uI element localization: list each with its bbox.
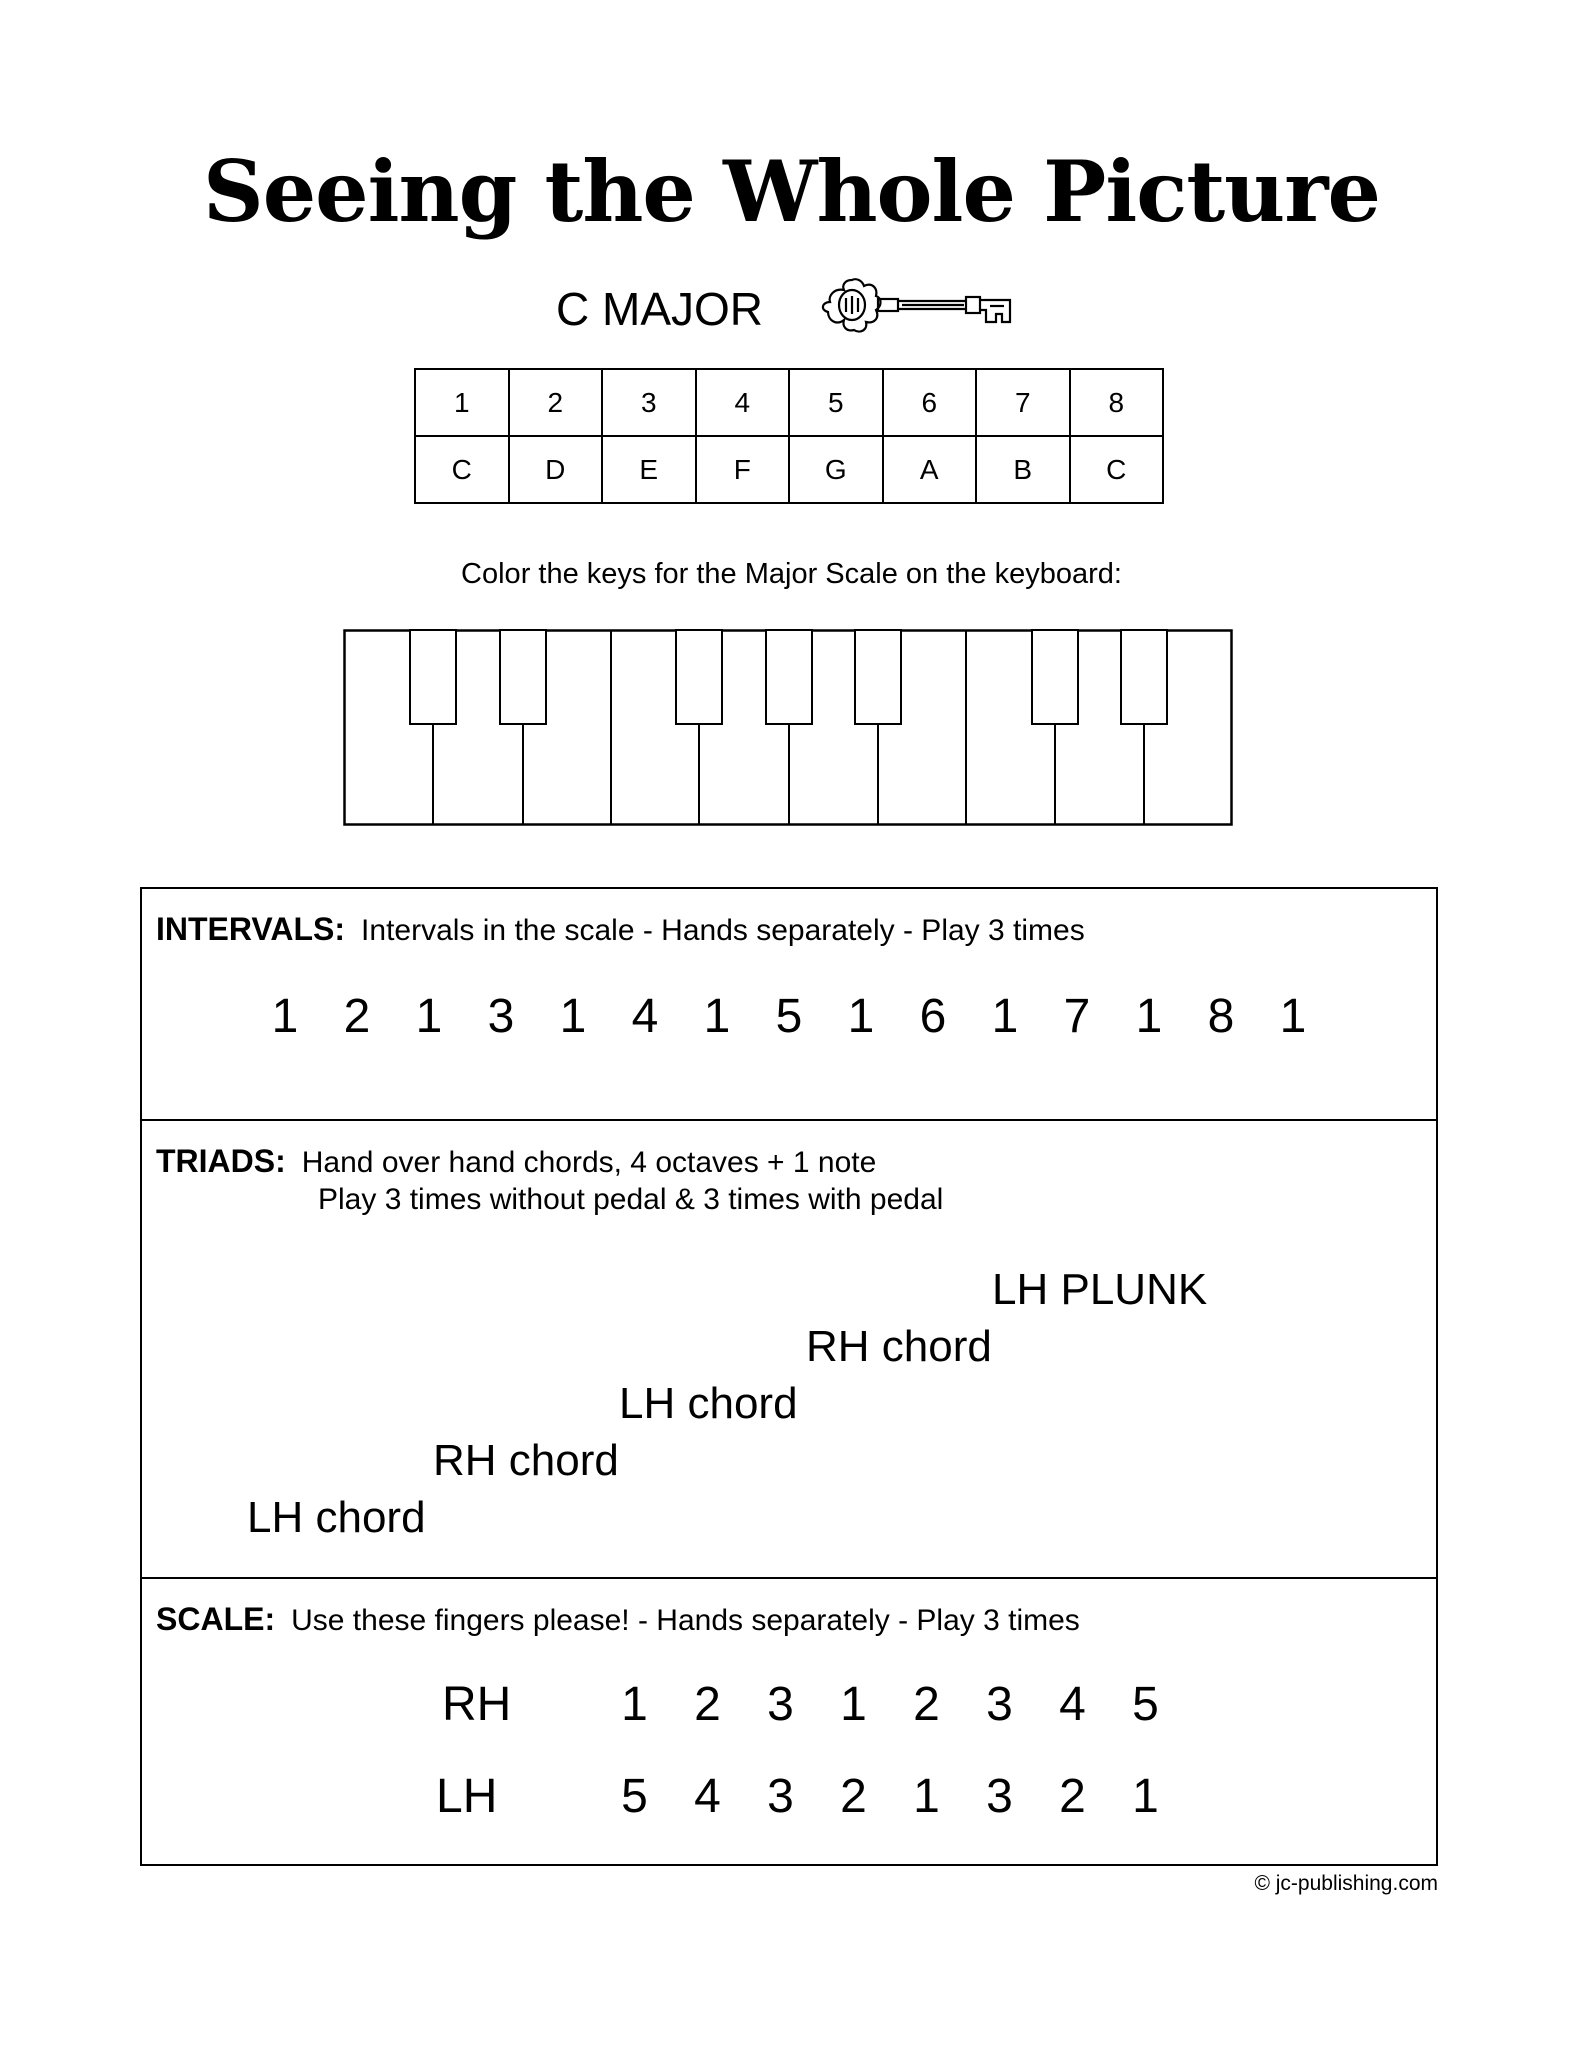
- finger-number: 1: [1132, 1770, 1159, 1823]
- note-cell: B: [976, 436, 1070, 503]
- degree-cell: 4: [696, 369, 790, 436]
- copyright-footer: © jc-publishing.com: [1254, 1872, 1438, 1895]
- interval-number: 4: [631, 990, 659, 1043]
- triads-line1: Hand over hand chords, 4 octaves + 1 note: [301, 1146, 877, 1179]
- interval-number: 7: [1063, 990, 1091, 1043]
- finger-number: 4: [694, 1770, 721, 1823]
- skeleton-key-icon: [816, 270, 1016, 340]
- scale-degree-table: [414, 368, 1164, 504]
- rh-label: RH: [442, 1678, 512, 1731]
- interval-number: 1: [991, 990, 1019, 1043]
- finger-number: 3: [986, 1678, 1013, 1731]
- interval-number: 1: [559, 990, 587, 1043]
- keyboard-instruction: Color the keys for the Major Scale on the keyboard:: [461, 558, 1122, 590]
- note-cell: D: [509, 436, 603, 503]
- rh-fingers: [598, 1677, 1182, 1732]
- lh-label: LH: [436, 1770, 498, 1823]
- lh-fingers: [598, 1769, 1182, 1824]
- note-cell: E: [602, 436, 696, 503]
- page-title: Seeing the Whole Picture: [203, 142, 1380, 241]
- interval-number: 1: [1135, 990, 1163, 1043]
- note-cell: C: [1070, 436, 1164, 503]
- interval-number: 1: [271, 990, 299, 1043]
- finger-number: 3: [767, 1678, 794, 1731]
- black-key[interactable]: [1032, 630, 1078, 724]
- note-cell: F: [696, 436, 790, 503]
- degree-cell: 3: [602, 369, 696, 436]
- interval-number: 5: [775, 990, 803, 1043]
- finger-number: 1: [840, 1678, 867, 1731]
- intervals-sequence: [142, 989, 1436, 1044]
- finger-number: 2: [913, 1678, 940, 1731]
- scale-description: Use these fingers please! - Hands separately - Play 3 times: [291, 1604, 1080, 1637]
- finger-number: 3: [986, 1770, 1013, 1823]
- degree-cell: 7: [976, 369, 1070, 436]
- intervals-heading-line: [156, 911, 1085, 948]
- interval-number: 1: [847, 990, 875, 1043]
- degree-cell: 1: [415, 369, 509, 436]
- finger-number: 2: [840, 1770, 867, 1823]
- black-key[interactable]: [410, 630, 456, 724]
- finger-number: 5: [621, 1770, 648, 1823]
- triads-heading: TRIADS:: [156, 1143, 286, 1179]
- exercise-box: [140, 887, 1438, 1866]
- black-key[interactable]: [500, 630, 546, 724]
- triad-step: RH chord: [806, 1322, 992, 1371]
- triads-line2: Play 3 times without pedal & 3 times with pedal: [318, 1183, 944, 1216]
- interval-number: 1: [703, 990, 731, 1043]
- note-cell: A: [883, 436, 977, 503]
- black-keys: [410, 630, 1167, 724]
- finger-number: 1: [621, 1678, 648, 1731]
- note-cell: C: [415, 436, 509, 503]
- triads-section: [142, 1121, 1436, 1579]
- finger-number: 3: [767, 1770, 794, 1823]
- finger-number: 2: [1059, 1770, 1086, 1823]
- interval-number: 1: [415, 990, 443, 1043]
- piano-keyboard: [343, 629, 1233, 826]
- triad-step: LH PLUNK: [992, 1265, 1208, 1314]
- scale-section: [142, 1579, 1436, 1865]
- intervals-section: [142, 889, 1436, 1121]
- degree-cell: 2: [509, 369, 603, 436]
- degree-cell: 8: [1070, 369, 1164, 436]
- degree-cell: 6: [883, 369, 977, 436]
- interval-number: 6: [919, 990, 947, 1043]
- interval-number: 3: [487, 990, 515, 1043]
- note-row: [415, 436, 1163, 503]
- black-key[interactable]: [1121, 630, 1167, 724]
- black-key[interactable]: [676, 630, 722, 724]
- interval-number: 8: [1207, 990, 1235, 1043]
- scale-heading: SCALE:: [156, 1601, 276, 1637]
- degree-row: [415, 369, 1163, 436]
- degree-cell: 5: [789, 369, 883, 436]
- triads-heading-line: [156, 1143, 876, 1180]
- triad-step: LH chord: [619, 1379, 798, 1428]
- black-key[interactable]: [855, 630, 901, 724]
- intervals-description: Intervals in the scale - Hands separately - Play 3 times: [361, 914, 1085, 947]
- finger-number: 5: [1132, 1678, 1159, 1731]
- black-key[interactable]: [766, 630, 812, 724]
- note-cell: G: [789, 436, 883, 503]
- key-label: C MAJOR: [556, 283, 763, 335]
- triad-step: RH chord: [433, 1436, 619, 1485]
- interval-number: 2: [343, 990, 371, 1043]
- finger-number: 4: [1059, 1678, 1086, 1731]
- scale-heading-line: [156, 1601, 1080, 1638]
- intervals-heading: INTERVALS:: [156, 911, 346, 947]
- finger-number: 2: [694, 1678, 721, 1731]
- triad-step: LH chord: [247, 1493, 426, 1542]
- interval-number: 1: [1279, 990, 1307, 1043]
- finger-number: 1: [913, 1770, 940, 1823]
